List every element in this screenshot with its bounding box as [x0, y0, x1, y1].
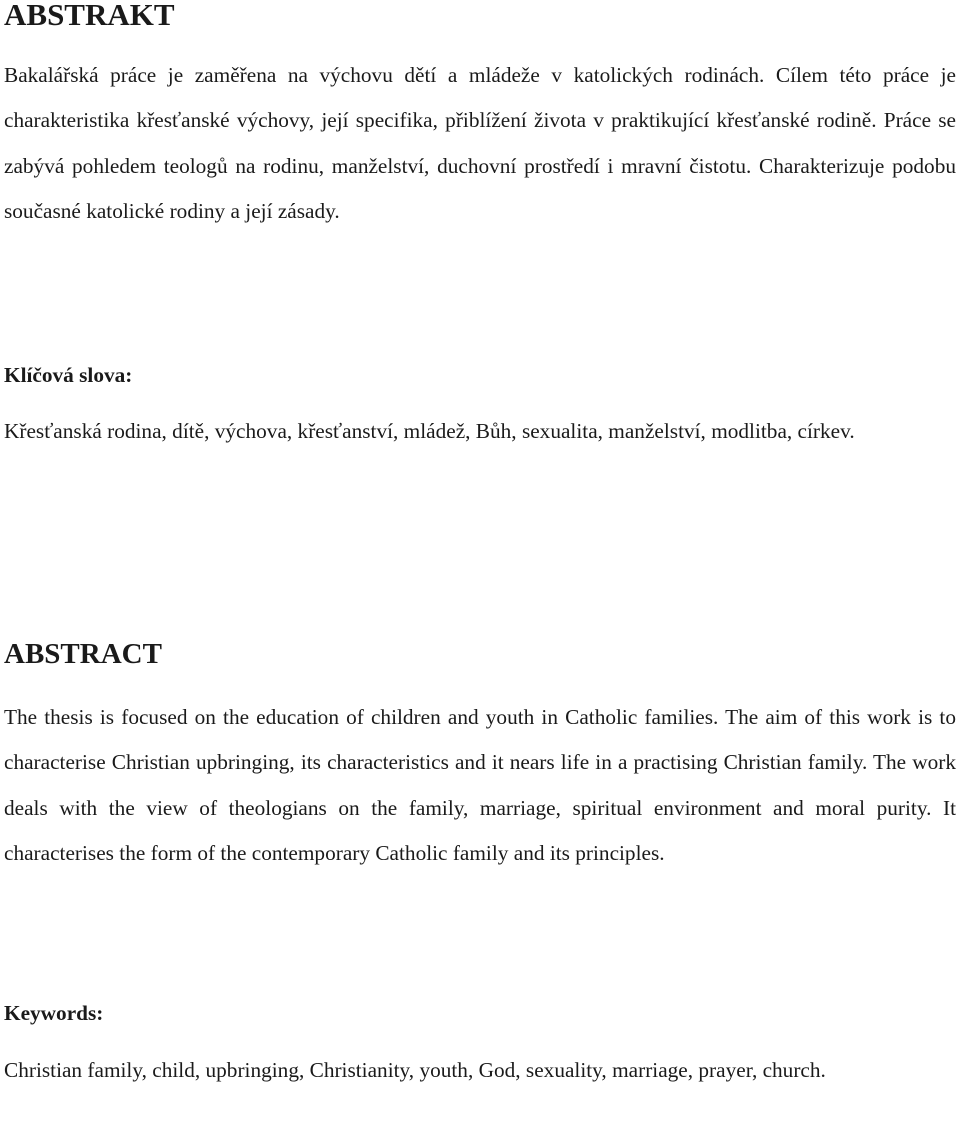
czech-keywords-label: Klíčová slova:	[4, 363, 133, 387]
english-keywords-text: Christian family, child, upbringing, Christianity, youth, God, sexuality, marriage, prayer, church.	[4, 1058, 826, 1082]
english-abstract-text: The thesis is focused on the education of children and youth in Catholic families. The aim of this work is to characterise Christian upbringing, its characteristics and it nears life in a practising Christian family. The work deals with the view of theologians on the family, marriage, spiritual environment and moral purity. It characterises the form of the contemporary Catholic family and its principles.	[4, 705, 956, 866]
english-keywords-label: Keywords:	[4, 1001, 104, 1025]
czech-keywords-text: Křesťanská rodina, dítě, výchova, křesťanství, mládež, Bůh, sexualita, manželství, modlitba, církev.	[4, 419, 855, 443]
czech-abstract-heading: ABSTRAKT	[4, 0, 175, 32]
czech-abstract-text: Bakalářská práce je zaměřena na výchovu dětí a mládeže v katolických rodinách. Cílem této práce je charakteristika křesťanské výchovy, její specifika, přiblížení života v praktikující křesťanské rodině. Práce se zabývá pohledem teologů na rodinu, manželství, duchovní prostředí i mravní čistotu. Charakterizuje podobu současné katolické rodiny a její zásady.	[4, 63, 956, 224]
english-abstract-heading: ABSTRACT	[4, 638, 162, 670]
